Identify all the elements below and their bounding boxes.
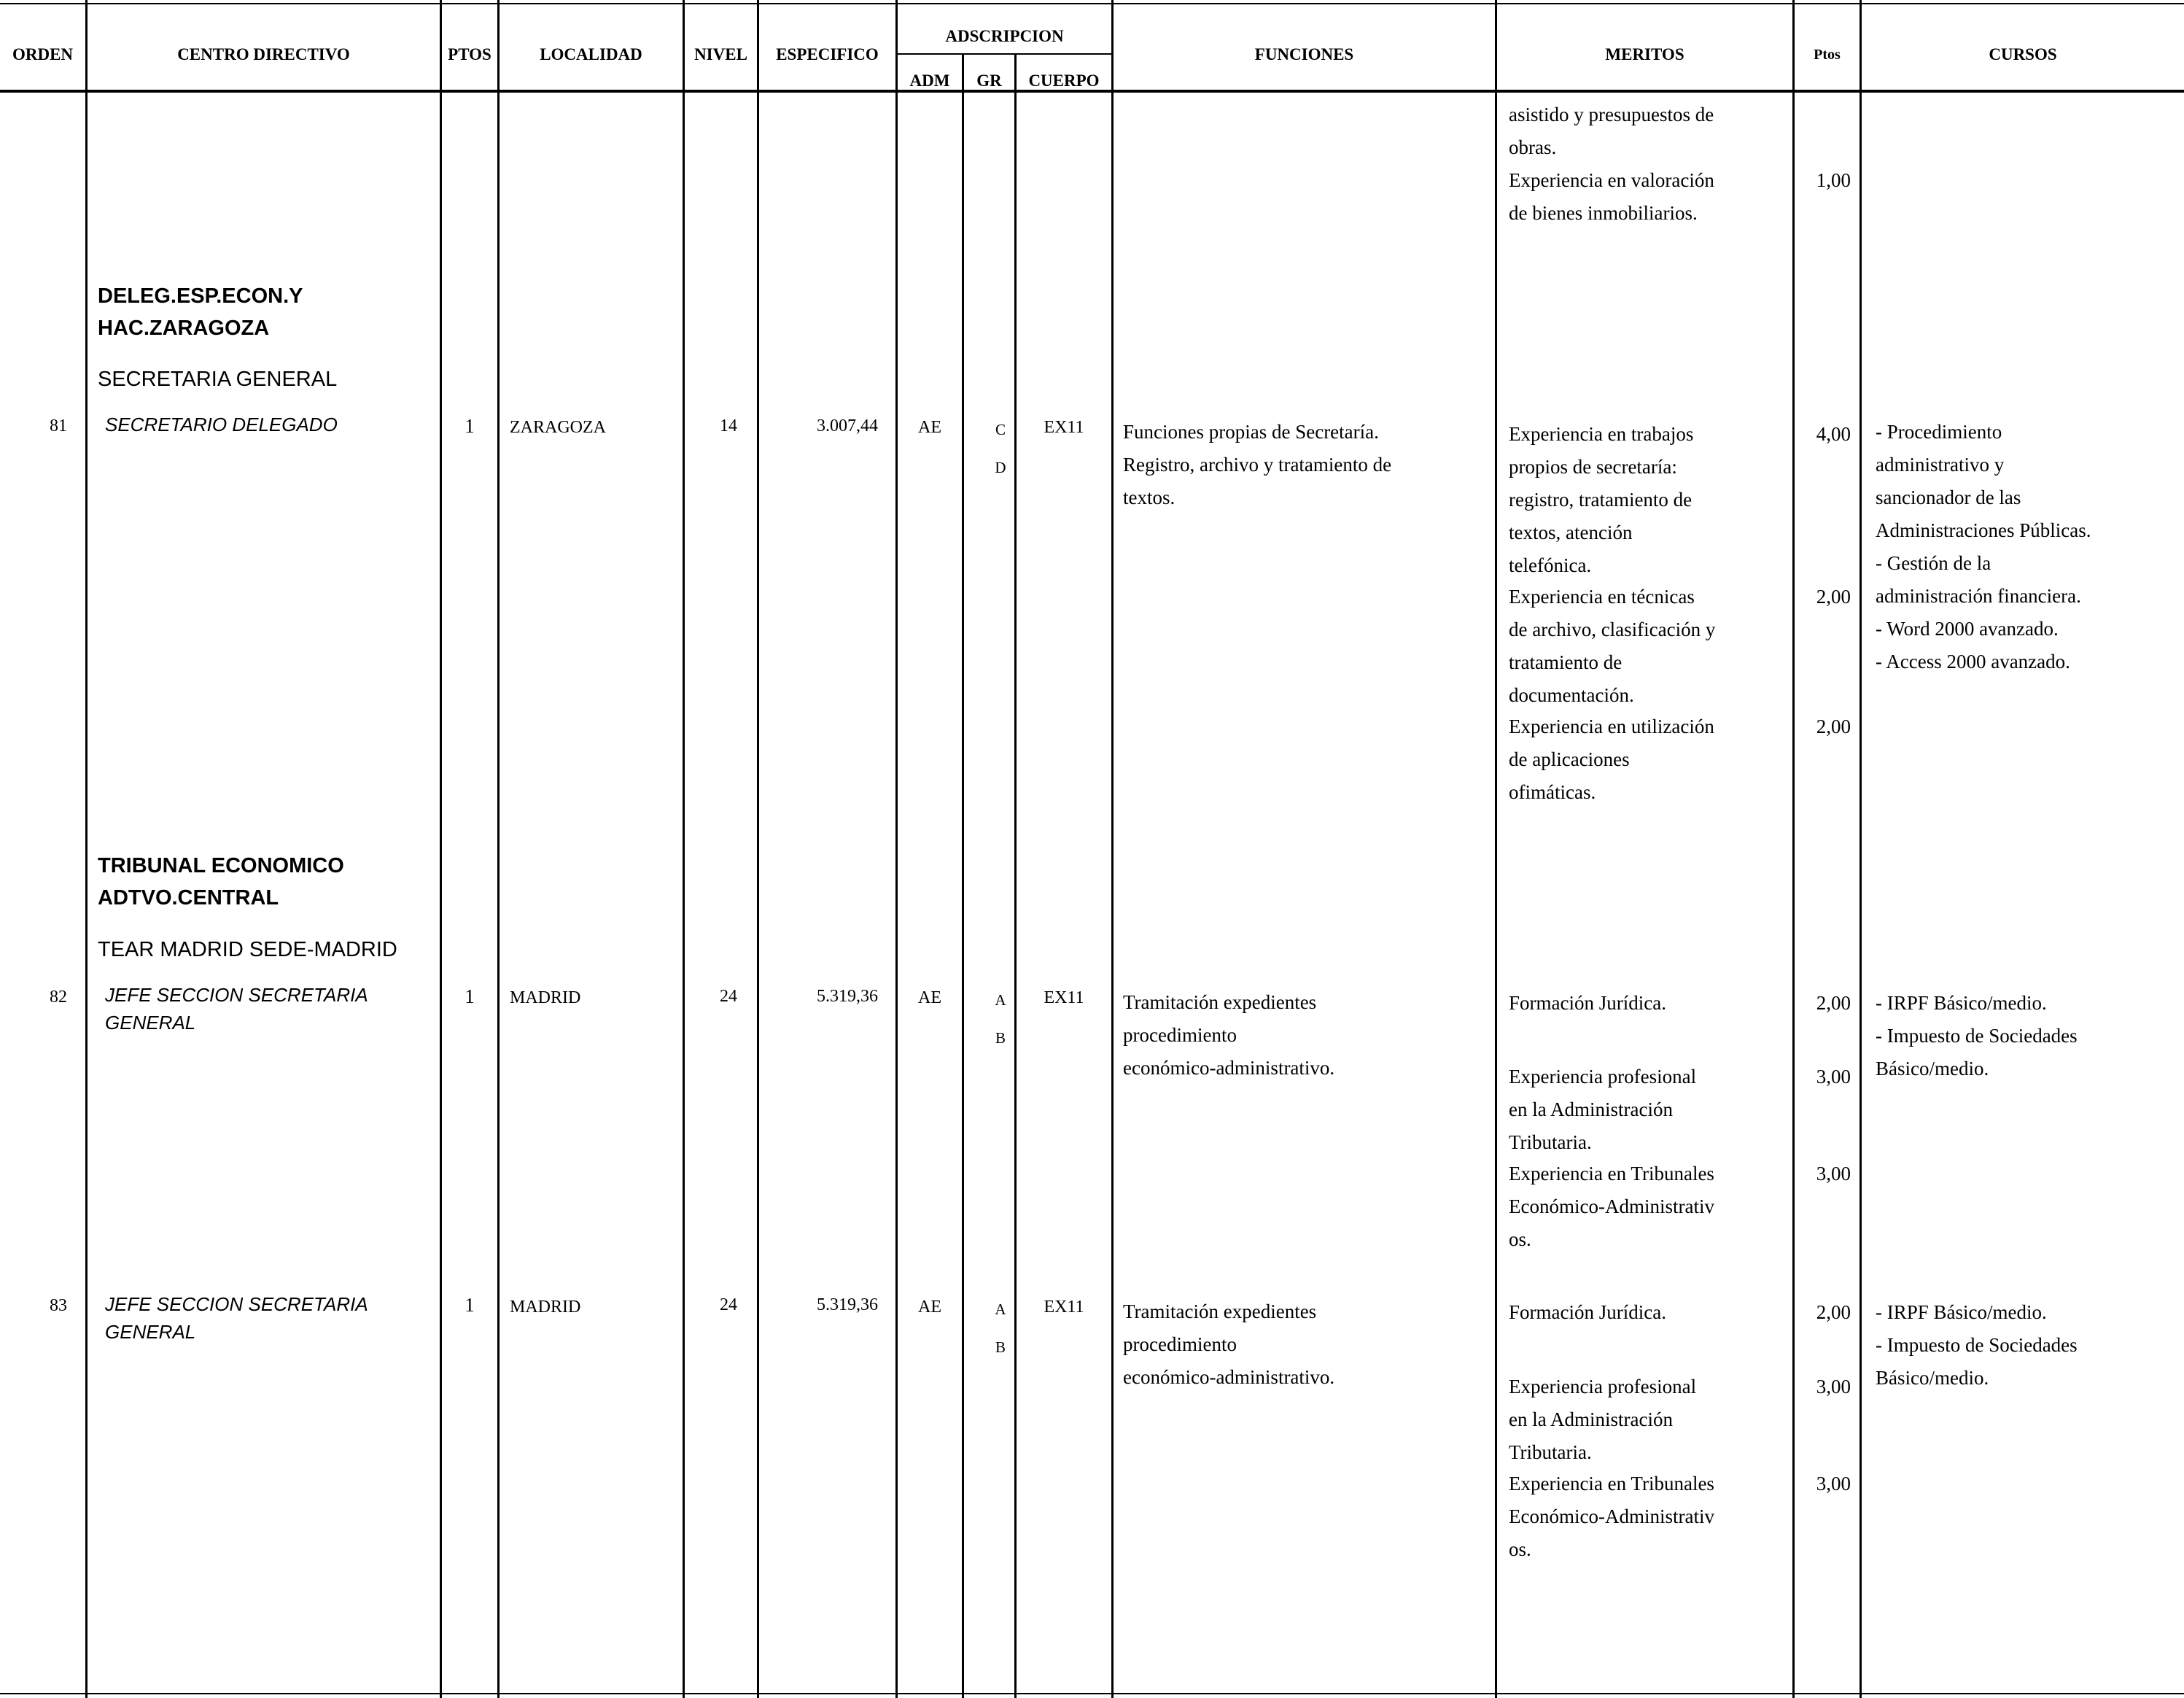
row-especifico: 5.319,36: [817, 1295, 878, 1314]
col-rule: [497, 0, 500, 1698]
header-nivel: NIVEL: [694, 45, 747, 63]
row-especifico: 3.007,44: [817, 416, 878, 435]
adscripcion-rule: [895, 53, 1111, 55]
merito-text: Experiencia en Tribunales Económico-Administrativ os.: [1509, 1473, 1714, 1560]
header-funciones: FUNCIONES: [1254, 45, 1354, 63]
row-ptos: 1: [465, 1294, 475, 1316]
col-rule: [683, 0, 685, 1698]
row-adm: AE: [918, 1298, 941, 1317]
row-cuerpo: EX11: [1044, 1298, 1084, 1317]
merito-ptos: 2,00: [1816, 1301, 1851, 1323]
col-rule: [757, 0, 759, 1698]
row-funciones: Tramitación expedientes procedimiento económico-administrativo.: [1123, 991, 1335, 1079]
row-cursos: - IRPF Básico/medio. - Impuesto de Sociedades Básico/medio.: [1876, 1301, 2078, 1389]
bottom-rule: [0, 1693, 2184, 1694]
row-gr: A B: [995, 1300, 1006, 1356]
row-localidad: MADRID: [510, 988, 581, 1007]
merito-text: Experiencia profesional en la Administración Tributaria.: [1509, 1066, 1697, 1153]
top-rule: [0, 3, 2184, 4]
row-cuerpo: EX11: [1044, 988, 1084, 1007]
continuation-ptos: 1,00: [1816, 169, 1851, 191]
col-rule: [1495, 0, 1497, 1698]
header-localidad: LOCALIDAD: [540, 45, 642, 63]
row-puesto: JEFE SECCION SECRETARIA GENERAL: [105, 1293, 368, 1343]
header-especifico: ESPECIFICO: [776, 45, 879, 63]
row-orden: 81: [50, 416, 67, 435]
header-adm: ADM: [909, 71, 950, 90]
header-ptos: PTOS: [448, 45, 491, 63]
row-puesto: SECRETARIO DELEGADO: [105, 414, 338, 435]
row-cuerpo: EX11: [1044, 418, 1084, 437]
col-rule: [895, 0, 898, 1698]
row-nivel: 14: [720, 416, 737, 435]
section-unidad: TEAR MADRID SEDE-MADRID: [98, 938, 397, 961]
header-ptos-meritos: Ptos: [1814, 47, 1841, 63]
col-rule: [1792, 0, 1795, 1698]
row-orden: 83: [50, 1296, 67, 1315]
header-cuerpo: CUERPO: [1028, 71, 1100, 90]
header-centro-directivo: CENTRO DIRECTIVO: [177, 45, 350, 63]
row-adm: AE: [918, 418, 941, 437]
header-gr: GR: [976, 71, 1002, 90]
row-nivel: 24: [720, 987, 737, 1006]
row-ptos: 1: [465, 985, 475, 1007]
merito-ptos: 3,00: [1816, 1376, 1851, 1397]
row-localidad: MADRID: [510, 1298, 581, 1317]
row-gr: C D: [995, 421, 1006, 476]
row-ptos: 1: [465, 415, 475, 437]
row-localidad: ZARAGOZA: [510, 418, 606, 437]
col-rule: [85, 0, 88, 1698]
row-especifico: 5.319,36: [817, 987, 878, 1006]
section-centro: DELEG.ESP.ECON.Y HAC.ZARAGOZA: [98, 284, 303, 340]
col-rule: [962, 53, 964, 1698]
merito-ptos: 3,00: [1816, 1473, 1851, 1495]
row-funciones: Tramitación expedientes procedimiento económico-administrativo.: [1123, 1300, 1335, 1388]
row-puesto: JEFE SECCION SECRETARIA GENERAL: [105, 984, 368, 1034]
merito-ptos: 2,00: [1816, 586, 1851, 608]
col-rule: [1111, 0, 1114, 1698]
row-nivel: 24: [720, 1295, 737, 1314]
continuation-meritos: asistido y presupuestos de obras. Experiencia en valoración de bienes inmobiliarios.: [1509, 104, 1714, 224]
row-orden: 82: [50, 988, 67, 1007]
merito-text: Formación Jurídica.: [1509, 992, 1666, 1014]
merito-ptos: 4,00: [1816, 423, 1851, 445]
merito-text: Experiencia en utilización de aplicaciones ofimáticas.: [1509, 716, 1714, 803]
merito-text: Formación Jurídica.: [1509, 1301, 1666, 1323]
merito-text: Experiencia en Tribunales Económico-Administrativ os.: [1509, 1163, 1714, 1250]
header-meritos: MERITOS: [1605, 45, 1684, 63]
col-rule: [1014, 53, 1017, 1698]
header-cursos: CURSOS: [1989, 45, 2057, 63]
merito-ptos: 2,00: [1816, 992, 1851, 1014]
merito-ptos: 3,00: [1816, 1066, 1851, 1088]
merito-text: Experiencia en trabajos propios de secretaría: registro, tratamiento de textos, atención telefónica.: [1509, 423, 1694, 576]
col-rule: [440, 0, 442, 1698]
merito-text: Experiencia en técnicas de archivo, clasificación y tratamiento de documentación.: [1509, 586, 1716, 706]
section-unidad: SECRETARIA GENERAL: [98, 368, 338, 391]
header-orden: ORDEN: [12, 45, 74, 63]
header-adscripcion: ADSCRIPCION: [945, 27, 1064, 45]
row-cursos: - IRPF Básico/medio. - Impuesto de Sociedades Básico/medio.: [1876, 992, 2078, 1079]
merito-ptos: 2,00: [1816, 716, 1851, 737]
row-gr: A B: [995, 991, 1006, 1047]
row-adm: AE: [918, 988, 941, 1007]
section-centro: TRIBUNAL ECONOMICO ADTVO.CENTRAL: [98, 854, 344, 910]
merito-ptos: 3,00: [1816, 1163, 1851, 1185]
col-rule: [1859, 0, 1862, 1698]
row-cursos: - Procedimiento administrativo y sancionador de las Administraciones Públicas. - Gestión de la administración financiera. - Word 2000 avanzado. - Access 2000 avanzado.: [1876, 421, 2091, 672]
merito-text: Experiencia profesional en la Administración Tributaria.: [1509, 1376, 1697, 1463]
row-funciones: Funciones propias de Secretaría. Registro, archivo y tratamiento de textos.: [1123, 421, 1392, 508]
